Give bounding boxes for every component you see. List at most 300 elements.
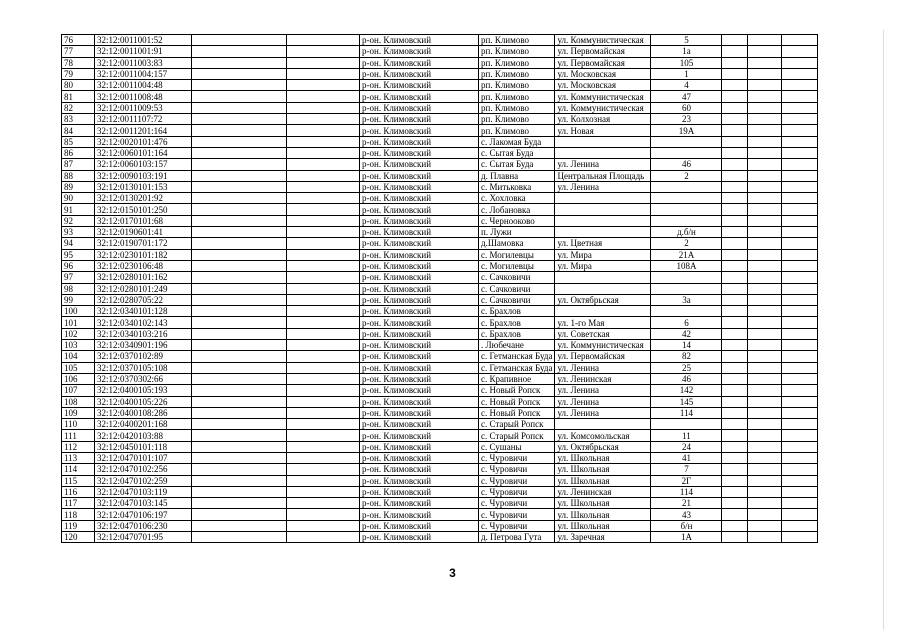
- table-row: [62, 57, 818, 68]
- district-cell: р-он. Климовский: [360, 57, 479, 68]
- empty-cell-d: [748, 294, 782, 305]
- empty-cell-c: [722, 57, 748, 68]
- empty-cell-a: [192, 475, 287, 486]
- table-row: [62, 328, 818, 339]
- house-number-cell: [651, 419, 722, 430]
- empty-cell-d: [748, 227, 782, 238]
- table-row: [62, 520, 818, 531]
- house-number-cell: [651, 181, 722, 192]
- house-number-cell: [651, 136, 722, 147]
- street-cell: ул. Школьная: [555, 452, 651, 463]
- settlement-cell: рп. Климово: [479, 68, 555, 79]
- table-row: [62, 181, 818, 192]
- street-cell: ул. Ленина: [555, 159, 651, 170]
- settlement-cell: с. Сытая Буда: [479, 159, 555, 170]
- empty-cell-c: [722, 317, 748, 328]
- settlement-cell: с. Лобановка: [479, 204, 555, 215]
- district-cell: р-он. Климовский: [360, 498, 479, 509]
- street-cell: ул. Новая: [555, 125, 651, 136]
- empty-cell-c: [722, 486, 748, 497]
- house-number-cell: 4: [651, 80, 722, 91]
- settlement-cell: с. Сачковичи: [479, 283, 555, 294]
- street-cell: [555, 272, 651, 283]
- empty-cell-e: [782, 170, 818, 181]
- settlement-cell: рп. Климово: [479, 102, 555, 113]
- empty-cell-a: [192, 351, 287, 362]
- empty-cell-a: [192, 125, 287, 136]
- empty-cell-a: [192, 227, 287, 238]
- table-row: [62, 170, 818, 181]
- district-cell: р-он. Климовский: [360, 373, 479, 384]
- empty-cell-b: [287, 283, 360, 294]
- empty-cell-c: [722, 283, 748, 294]
- empty-cell-b: [287, 373, 360, 384]
- table-row: [62, 91, 818, 102]
- street-cell: ул. Коммунистическая: [555, 35, 651, 46]
- row-number-cell: 106: [62, 373, 95, 384]
- empty-cell-d: [748, 362, 782, 373]
- empty-cell-a: [192, 193, 287, 204]
- row-number-cell: 94: [62, 238, 95, 249]
- empty-cell-d: [748, 520, 782, 531]
- empty-cell-b: [287, 227, 360, 238]
- street-cell: ул. Первомайская: [555, 351, 651, 362]
- settlement-cell: с. Новый Ропск: [479, 385, 555, 396]
- house-number-cell: 2: [651, 170, 722, 181]
- empty-cell-e: [782, 227, 818, 238]
- row-number-cell: 82: [62, 102, 95, 113]
- row-number-cell: 100: [62, 306, 95, 317]
- empty-cell-e: [782, 102, 818, 113]
- empty-cell-a: [192, 441, 287, 452]
- empty-cell-e: [782, 181, 818, 192]
- street-cell: ул. Коммунистическая: [555, 340, 651, 351]
- street-cell: ул. Советская: [555, 328, 651, 339]
- settlement-cell: с. Чуровичи: [479, 464, 555, 475]
- district-cell: р-он. Климовский: [360, 475, 479, 486]
- empty-cell-e: [782, 136, 818, 147]
- empty-cell-c: [722, 328, 748, 339]
- settlement-cell: с. Брахлов: [479, 306, 555, 317]
- cadastral-number-cell: 32:12:0470103:145: [95, 498, 192, 509]
- district-cell: р-он. Климовский: [360, 362, 479, 373]
- house-number-cell: 42: [651, 328, 722, 339]
- street-cell: [555, 419, 651, 430]
- district-cell: р-он. Климовский: [360, 215, 479, 226]
- house-number-cell: 2Г: [651, 475, 722, 486]
- empty-cell-e: [782, 351, 818, 362]
- district-cell: р-он. Климовский: [360, 46, 479, 57]
- empty-cell-c: [722, 419, 748, 430]
- cadastral-number-cell: 32:12:0011009:53: [95, 102, 192, 113]
- empty-cell-d: [748, 475, 782, 486]
- empty-cell-c: [722, 91, 748, 102]
- house-number-cell: 41: [651, 452, 722, 463]
- district-cell: р-он. Климовский: [360, 385, 479, 396]
- empty-cell-b: [287, 509, 360, 520]
- cadastral-number-cell: 32:12:0470102:256: [95, 464, 192, 475]
- empty-cell-b: [287, 306, 360, 317]
- row-number-cell: 110: [62, 419, 95, 430]
- cadastral-number-cell: 32:12:0020101:476: [95, 136, 192, 147]
- empty-cell-c: [722, 147, 748, 158]
- house-number-cell: 145: [651, 396, 722, 407]
- empty-cell-b: [287, 441, 360, 452]
- empty-cell-b: [287, 351, 360, 362]
- empty-cell-b: [287, 114, 360, 125]
- empty-cell-c: [722, 181, 748, 192]
- table-row: [62, 294, 818, 305]
- house-number-cell: [651, 283, 722, 294]
- house-number-cell: 114: [651, 407, 722, 418]
- cadastral-number-cell: 32:12:0400108:286: [95, 407, 192, 418]
- district-cell: р-он. Климовский: [360, 114, 479, 125]
- empty-cell-a: [192, 215, 287, 226]
- house-number-cell: 82: [651, 351, 722, 362]
- empty-cell-a: [192, 509, 287, 520]
- empty-cell-a: [192, 204, 287, 215]
- cadastral-number-cell: 32:12:0280101:249: [95, 283, 192, 294]
- table-row: [62, 306, 818, 317]
- district-cell: р-он. Климовский: [360, 351, 479, 362]
- empty-cell-c: [722, 136, 748, 147]
- district-cell: р-он. Климовский: [360, 283, 479, 294]
- cadastral-number-cell: 32:12:0170101:68: [95, 215, 192, 226]
- house-number-cell: 6: [651, 317, 722, 328]
- district-cell: р-он. Климовский: [360, 80, 479, 91]
- empty-cell-c: [722, 441, 748, 452]
- cadastral-number-cell: 32:12:0060101:164: [95, 147, 192, 158]
- table-row: [62, 249, 818, 260]
- empty-cell-e: [782, 441, 818, 452]
- cadastral-number-cell: 32:12:0011004:157: [95, 68, 192, 79]
- cadastral-number-cell: 32:12:0340103:216: [95, 328, 192, 339]
- house-number-cell: б/н: [651, 520, 722, 531]
- district-cell: р-он. Климовский: [360, 441, 479, 452]
- district-cell: р-он. Климовский: [360, 430, 479, 441]
- cadastral-number-cell: 32:12:0370302:66: [95, 373, 192, 384]
- street-cell: ул. Школьная: [555, 464, 651, 475]
- street-cell: [555, 193, 651, 204]
- empty-cell-d: [748, 396, 782, 407]
- empty-cell-e: [782, 362, 818, 373]
- house-number-cell: 60: [651, 102, 722, 113]
- settlement-cell: с. Сытая Буда: [479, 147, 555, 158]
- settlement-cell: с. Сачковичи: [479, 272, 555, 283]
- empty-cell-d: [748, 441, 782, 452]
- empty-cell-b: [287, 328, 360, 339]
- empty-cell-a: [192, 80, 287, 91]
- district-cell: р-он. Климовский: [360, 486, 479, 497]
- empty-cell-b: [287, 204, 360, 215]
- empty-cell-e: [782, 452, 818, 463]
- empty-cell-e: [782, 464, 818, 475]
- street-cell: ул. Цветная: [555, 238, 651, 249]
- empty-cell-c: [722, 362, 748, 373]
- row-number-cell: 117: [62, 498, 95, 509]
- settlement-cell: с. Чуровичи: [479, 452, 555, 463]
- empty-cell-d: [748, 373, 782, 384]
- district-cell: р-он. Климовский: [360, 532, 479, 543]
- empty-cell-e: [782, 159, 818, 170]
- empty-cell-e: [782, 125, 818, 136]
- row-number-cell: 118: [62, 509, 95, 520]
- table-row: [62, 509, 818, 520]
- cadastral-number-cell: 32:12:0340901:196: [95, 340, 192, 351]
- empty-cell-e: [782, 407, 818, 418]
- empty-cell-e: [782, 57, 818, 68]
- house-number-cell: 25: [651, 362, 722, 373]
- house-number-cell: 1: [651, 68, 722, 79]
- settlement-cell: с. Сачковичи: [479, 294, 555, 305]
- settlement-cell: с. Старый Ропск: [479, 430, 555, 441]
- settlement-cell: рп. Климово: [479, 114, 555, 125]
- empty-cell-e: [782, 193, 818, 204]
- house-number-cell: 14: [651, 340, 722, 351]
- empty-cell-e: [782, 486, 818, 497]
- house-number-cell: 105: [651, 57, 722, 68]
- empty-cell-a: [192, 452, 287, 463]
- empty-cell-c: [722, 249, 748, 260]
- empty-cell-b: [287, 464, 360, 475]
- house-number-cell: 7: [651, 464, 722, 475]
- empty-cell-d: [748, 430, 782, 441]
- district-cell: р-он. Климовский: [360, 227, 479, 238]
- table-row: [62, 46, 818, 57]
- row-number-cell: 81: [62, 91, 95, 102]
- table-row: [62, 283, 818, 294]
- empty-cell-d: [748, 464, 782, 475]
- row-number-cell: 84: [62, 125, 95, 136]
- empty-cell-e: [782, 532, 818, 543]
- empty-cell-b: [287, 193, 360, 204]
- empty-cell-a: [192, 46, 287, 57]
- empty-cell-b: [287, 238, 360, 249]
- empty-cell-c: [722, 170, 748, 181]
- settlement-cell: с. Лакомая Буда: [479, 136, 555, 147]
- empty-cell-a: [192, 147, 287, 158]
- empty-cell-b: [287, 181, 360, 192]
- table-row: [62, 68, 818, 79]
- row-number-cell: 76: [62, 35, 95, 46]
- empty-cell-a: [192, 249, 287, 260]
- house-number-cell: 24: [651, 441, 722, 452]
- cadastral-number-cell: 32:12:0400201:168: [95, 419, 192, 430]
- empty-cell-b: [287, 294, 360, 305]
- row-number-cell: 86: [62, 147, 95, 158]
- cadastral-number-cell: 32:12:0340101:128: [95, 306, 192, 317]
- row-number-cell: 95: [62, 249, 95, 260]
- empty-cell-a: [192, 102, 287, 113]
- empty-cell-c: [722, 35, 748, 46]
- empty-cell-b: [287, 486, 360, 497]
- empty-cell-e: [782, 509, 818, 520]
- cadastral-number-cell: 32:12:0011201:164: [95, 125, 192, 136]
- district-cell: р-он. Климовский: [360, 204, 479, 215]
- empty-cell-e: [782, 430, 818, 441]
- row-number-cell: 120: [62, 532, 95, 543]
- empty-cell-b: [287, 80, 360, 91]
- empty-cell-d: [748, 91, 782, 102]
- cadastral-number-cell: 32:12:0470102:259: [95, 475, 192, 486]
- empty-cell-b: [287, 91, 360, 102]
- empty-cell-b: [287, 419, 360, 430]
- empty-cell-d: [748, 306, 782, 317]
- cadastral-table: [61, 34, 818, 543]
- house-number-cell: [651, 215, 722, 226]
- house-number-cell: 47: [651, 91, 722, 102]
- street-cell: [555, 283, 651, 294]
- cadastral-number-cell: 32:12:0340102:143: [95, 317, 192, 328]
- table-row: [62, 362, 818, 373]
- cadastral-number-cell: 32:12:0280705:22: [95, 294, 192, 305]
- empty-cell-e: [782, 91, 818, 102]
- table-row: [62, 125, 818, 136]
- empty-cell-b: [287, 57, 360, 68]
- empty-cell-d: [748, 125, 782, 136]
- settlement-cell: . Любечане: [479, 340, 555, 351]
- street-cell: ул. Ленинская: [555, 373, 651, 384]
- table-row: [62, 475, 818, 486]
- table-row: [62, 498, 818, 509]
- district-cell: р-он. Климовский: [360, 91, 479, 102]
- page-number: 3: [449, 566, 456, 580]
- scan-edge-line: [883, 30, 884, 630]
- empty-cell-b: [287, 520, 360, 531]
- empty-cell-c: [722, 204, 748, 215]
- empty-cell-c: [722, 306, 748, 317]
- settlement-cell: д. Плавна: [479, 170, 555, 181]
- empty-cell-b: [287, 362, 360, 373]
- cadastral-number-cell: 32:12:0400105:226: [95, 396, 192, 407]
- house-number-cell: [651, 306, 722, 317]
- settlement-cell: с. Чуровичи: [479, 475, 555, 486]
- cadastral-number-cell: 32:12:0470101:107: [95, 452, 192, 463]
- empty-cell-d: [748, 419, 782, 430]
- empty-cell-b: [287, 215, 360, 226]
- row-number-cell: 103: [62, 340, 95, 351]
- street-cell: ул. Ленина: [555, 407, 651, 418]
- table-row: [62, 452, 818, 463]
- empty-cell-a: [192, 306, 287, 317]
- settlement-cell: с. Новый Ропск: [479, 407, 555, 418]
- empty-cell-e: [782, 340, 818, 351]
- district-cell: р-он. Климовский: [360, 147, 479, 158]
- street-cell: ул. Школьная: [555, 498, 651, 509]
- empty-cell-d: [748, 35, 782, 46]
- empty-cell-d: [748, 204, 782, 215]
- empty-cell-e: [782, 283, 818, 294]
- settlement-cell: с. Сушаны: [479, 441, 555, 452]
- row-number-cell: 79: [62, 68, 95, 79]
- house-number-cell: 46: [651, 159, 722, 170]
- row-number-cell: 116: [62, 486, 95, 497]
- district-cell: р-он. Климовский: [360, 419, 479, 430]
- empty-cell-a: [192, 396, 287, 407]
- empty-cell-e: [782, 68, 818, 79]
- row-number-cell: 92: [62, 215, 95, 226]
- settlement-cell: с. Чуровичи: [479, 520, 555, 531]
- district-cell: р-он. Климовский: [360, 407, 479, 418]
- empty-cell-a: [192, 294, 287, 305]
- table-row: [62, 147, 818, 158]
- empty-cell-e: [782, 272, 818, 283]
- empty-cell-c: [722, 430, 748, 441]
- empty-cell-d: [748, 80, 782, 91]
- empty-cell-a: [192, 486, 287, 497]
- table-row: [62, 464, 818, 475]
- empty-cell-a: [192, 362, 287, 373]
- street-cell: [555, 136, 651, 147]
- cadastral-number-cell: 32:12:0130101:153: [95, 181, 192, 192]
- empty-cell-c: [722, 68, 748, 79]
- settlement-cell: с. Старый Ропск: [479, 419, 555, 430]
- empty-cell-b: [287, 46, 360, 57]
- district-cell: р-он. Климовский: [360, 509, 479, 520]
- house-number-cell: 2: [651, 238, 722, 249]
- empty-cell-c: [722, 193, 748, 204]
- street-cell: ул. Ленина: [555, 362, 651, 373]
- street-cell: ул. Октябрьская: [555, 294, 651, 305]
- table-row: [62, 441, 818, 452]
- table-row: [62, 159, 818, 170]
- row-number-cell: 108: [62, 396, 95, 407]
- row-number-cell: 80: [62, 80, 95, 91]
- empty-cell-e: [782, 80, 818, 91]
- empty-cell-d: [748, 102, 782, 113]
- empty-cell-c: [722, 373, 748, 384]
- empty-cell-e: [782, 385, 818, 396]
- cadastral-number-cell: 32:12:0090103:191: [95, 170, 192, 181]
- settlement-cell: рп. Климово: [479, 125, 555, 136]
- cadastral-number-cell: 32:12:0060103:157: [95, 159, 192, 170]
- empty-cell-c: [722, 46, 748, 57]
- empty-cell-b: [287, 260, 360, 271]
- empty-cell-c: [722, 452, 748, 463]
- empty-cell-e: [782, 46, 818, 57]
- row-number-cell: 98: [62, 283, 95, 294]
- settlement-cell: д. Петрова Гута: [479, 532, 555, 543]
- empty-cell-d: [748, 328, 782, 339]
- street-cell: ул. Школьная: [555, 520, 651, 531]
- empty-cell-a: [192, 385, 287, 396]
- empty-cell-d: [748, 317, 782, 328]
- empty-cell-e: [782, 260, 818, 271]
- table-row: [62, 407, 818, 418]
- empty-cell-c: [722, 351, 748, 362]
- empty-cell-a: [192, 91, 287, 102]
- district-cell: р-он. Климовский: [360, 170, 479, 181]
- empty-cell-d: [748, 238, 782, 249]
- house-number-cell: [651, 204, 722, 215]
- table-row: [62, 227, 818, 238]
- street-cell: [555, 306, 651, 317]
- empty-cell-c: [722, 260, 748, 271]
- empty-cell-b: [287, 396, 360, 407]
- settlement-cell: с. Чуровичи: [479, 509, 555, 520]
- empty-cell-c: [722, 227, 748, 238]
- table-row: [62, 272, 818, 283]
- cadastral-number-cell: 32:12:0470106:230: [95, 520, 192, 531]
- empty-cell-d: [748, 272, 782, 283]
- house-number-cell: 43: [651, 509, 722, 520]
- cadastral-number-cell: 32:12:0470103:119: [95, 486, 192, 497]
- street-cell: ул. Ленина: [555, 181, 651, 192]
- empty-cell-c: [722, 238, 748, 249]
- cadastral-number-cell: 32:12:0450101:118: [95, 441, 192, 452]
- empty-cell-e: [782, 419, 818, 430]
- table-row: [62, 385, 818, 396]
